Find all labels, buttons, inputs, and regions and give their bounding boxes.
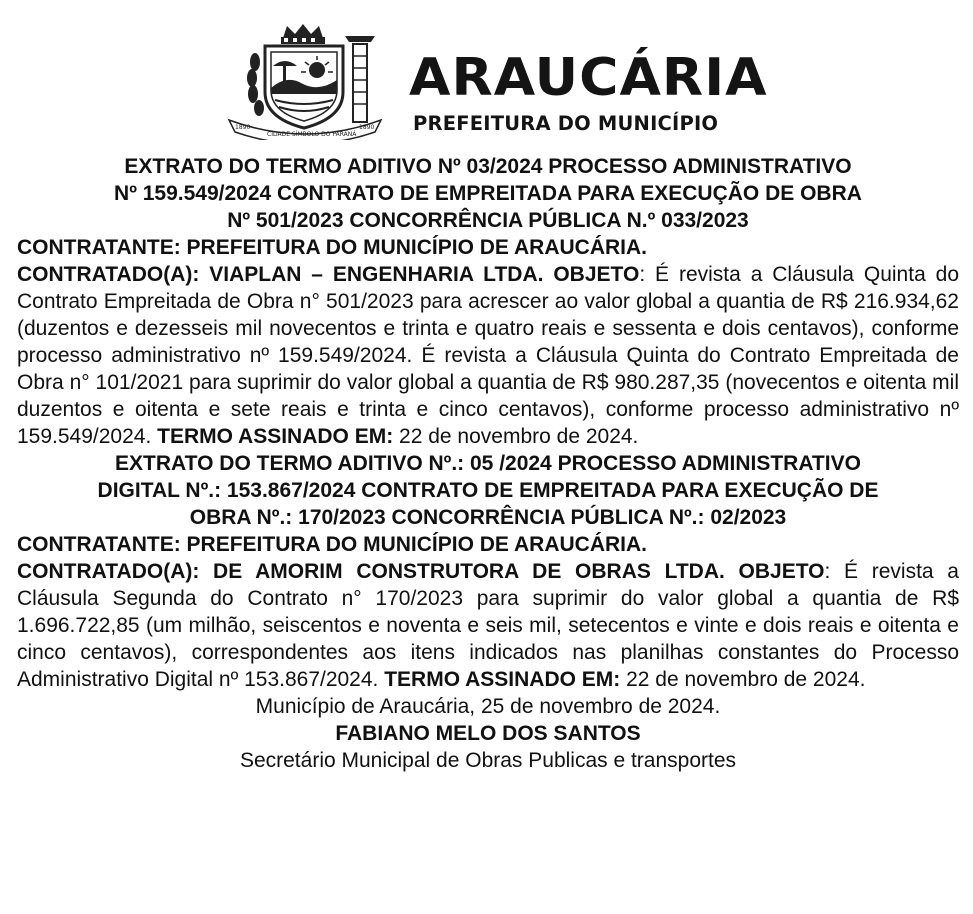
extract1-objeto: : É revista a Cláusula Quinta do Contrato Empreitada de Obra n° 501/2023 para acrescer ao valor global a quantia de R$ 216.934,62 (duzentos e dezesseis mil novecentos e trinta e quatro reais e sessenta e dois centavos), conforme processo administrativo nº 159.549/2024. É revista a Cláusula Quinta do Contrato Empreitada de Obra n° 101/2021 para suprimir do valor global a quantia de R$ 980.287,35 (novecentos e oitenta mil duzentos e oitenta e sete reais e trinta e cinco centavos), conforme processo administrativo nº 159.549/2024. xyxy=(17,263,960,448)
extract1-contratante: CONTRATANTE: PREFEITURA DO MUNICÍPIO DE ARAUCÁRIA. xyxy=(17,236,647,259)
extract2-contratado: CONTRATADO(A): DE AMORIM CONSTRUTORA DE OBRAS LTDA. OBJETO xyxy=(17,560,825,583)
svg-text:1890: 1890 xyxy=(235,124,251,131)
svg-text:1890: 1890 xyxy=(359,124,375,131)
svg-text:CIDADE SÍMBOLO DO PARANÁ: CIDADE SÍMBOLO DO PARANÁ xyxy=(267,131,357,138)
extract1-paragraph xyxy=(17,261,959,450)
municipality-name: ARAUCÁRIA xyxy=(409,48,768,108)
extract2-paragraph xyxy=(17,558,959,693)
extract2-contratante: CONTRATANTE: PREFEITURA DO MUNICÍPIO DE ARAUCÁRIA. xyxy=(17,533,647,556)
extract2-objeto: : É revista a Cláusula Segunda do Contrato n° 170/2023 para suprimir do valor global a quantia de R$ 1.696.722,85 (um milhão, seiscentos e noventa e seis mil, setecentos e vinte e dois reais e oitenta e cinco centavos), correspondentes aos itens indicados nas planilhas constantes do Processo Administrativo Digital nº 153.867/2024. xyxy=(17,560,959,691)
signatory-name: FABIANO MELO DOS SANTOS xyxy=(335,722,641,745)
signatory-role: Secretário Municipal de Obras Publicas e transportes xyxy=(239,749,737,772)
letterhead xyxy=(225,22,768,142)
extract2-heading-line1: EXTRATO DO TERMO ADITIVO Nº.: 05 /2024 PROCESSO ADMINISTRATIVO xyxy=(115,452,861,475)
extract2-termo-date: 22 de novembro de 2024. xyxy=(620,668,866,691)
extracts-body xyxy=(17,153,959,774)
extract2-termo-label: TERMO ASSINADO EM: xyxy=(384,668,621,691)
municipal-coat-of-arms xyxy=(225,22,397,140)
extract1-heading-line1: EXTRATO DO TERMO ADITIVO Nº 03/2024 PROCESSO ADMINISTRATIVO xyxy=(124,155,852,178)
extract1-contratado: CONTRATADO(A): VIAPLAN – ENGENHARIA LTDA. OBJETO xyxy=(17,263,640,286)
extract2-heading-line3: OBRA Nº.: 170/2023 CONCORRÊNCIA PÚBLICA Nº.: 02/2023 xyxy=(189,506,787,529)
municipality-subtitle: PREFEITURA DO MUNICÍPIO xyxy=(413,112,719,135)
extract1-heading-line2: Nº 159.549/2024 CONTRATO DE EMPREITADA PARA EXECUÇÃO DE OBRA xyxy=(114,182,862,205)
extract1-termo-date: 22 de novembro de 2024. xyxy=(393,425,639,448)
extract1-termo-label: TERMO ASSINADO EM: xyxy=(157,425,394,448)
extract1-heading-line3: Nº 501/2023 CONCORRÊNCIA PÚBLICA N.º 033/2023 xyxy=(227,209,749,232)
extract2-heading-line2: DIGITAL Nº.: 153.867/2024 CONTRATO DE EMPREITADA PARA EXECUÇÃO DE xyxy=(97,479,879,502)
place-date: Município de Araucária, 25 de novembro de 2024. xyxy=(255,695,721,718)
